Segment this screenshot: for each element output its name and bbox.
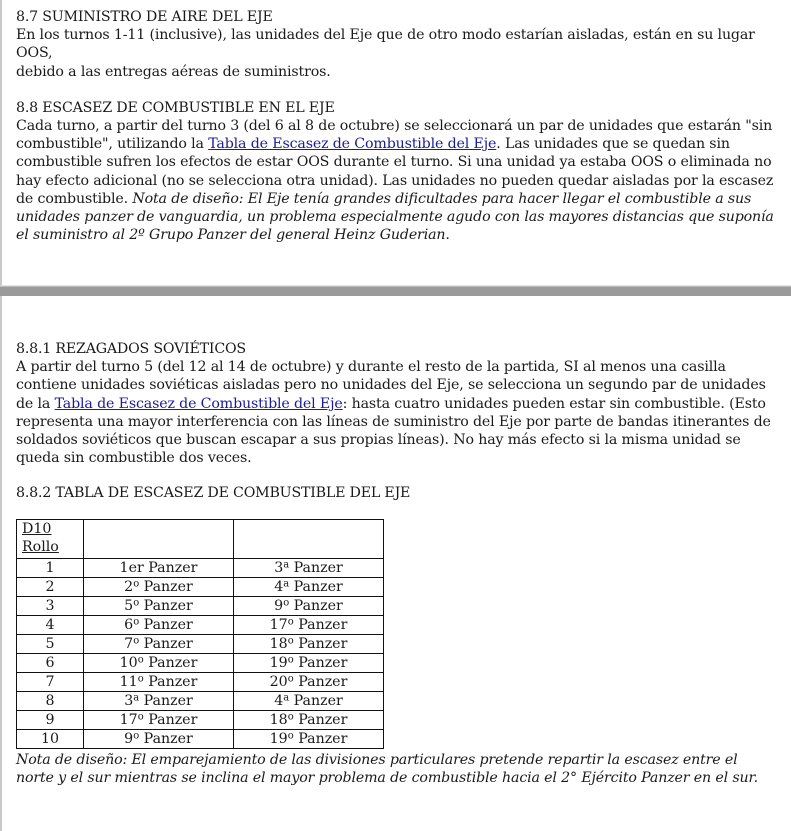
unit-b-number: 20 [269, 673, 288, 690]
unit-b-number: 3 [274, 559, 284, 576]
unit-b-name: Panzer [293, 730, 348, 747]
unit-a-number: 9 [124, 730, 134, 747]
section-8-8-body [16, 117, 787, 244]
unit-b-number: 19 [269, 730, 288, 747]
roll-cell [17, 710, 84, 729]
fuel-shortage-table-link[interactable]: Tabla de Escasez de Combustible del Eje [208, 136, 497, 153]
unit-a-name: Panzer [143, 654, 198, 671]
roll-value: 5 [45, 635, 55, 652]
section-8-8-1-body [16, 358, 787, 467]
unit-a-ordinal: a [133, 692, 140, 704]
unit-b-cell [234, 653, 384, 672]
unit-b-number: 4 [274, 578, 284, 595]
unit-b-ordinal: a [283, 578, 290, 590]
unit-a-number: 6 [124, 616, 134, 633]
roll-cell [17, 615, 84, 634]
section-8-8-text-after-link: . Las unidades que se quedan sin combustible sufren los efectos de estar OOS durante el turno. Si una unidad ya estaba OOS o eliminada no hay efecto adicional (no se selecciona otra unidad). Las unidades no pueden quedar aisladas por la escasez de combustible. [16, 136, 774, 207]
table-row [17, 634, 384, 653]
roll-value: 10 [40, 730, 60, 747]
roll-value: 7 [45, 673, 55, 690]
table-header-row [17, 519, 384, 558]
header-label-rollo: Rollo [22, 538, 59, 555]
unit-b-name: Panzer [289, 597, 343, 614]
unit-b-number: 18 [269, 635, 288, 652]
roll-cell [17, 577, 84, 596]
unit-b-name: Panzer [293, 635, 348, 652]
unit-a-number: 2 [124, 578, 134, 595]
header-cell-empty-2 [234, 519, 384, 558]
unit-a-name: Panzer [139, 730, 193, 747]
unit-a-cell [84, 653, 234, 672]
unit-a-cell [84, 577, 234, 596]
fuel-shortage-table-link-2[interactable]: Tabla de Escasez de Combustible del Eje [54, 395, 343, 412]
unit-b-cell [234, 615, 384, 634]
unit-b-cell [234, 577, 384, 596]
unit-b-number: 9 [274, 597, 284, 614]
unit-a-number: 3 [124, 692, 134, 709]
header-cell-empty-1 [84, 519, 234, 558]
unit-a-number: 11 [119, 673, 138, 690]
unit-a-cell [84, 672, 234, 691]
unit-b-name: Panzer [293, 711, 348, 728]
unit-a-ordinal: o [137, 673, 144, 685]
roll-value: 9 [45, 711, 55, 728]
unit-a-name: Panzer [139, 578, 193, 595]
section-8-7-heading: 8.7 SUMINISTRO DE AIRE DEL EJE [16, 9, 273, 25]
section-8-8-text-before-link: Cada turno, a partir del turno 3 (del 6 al 8 de octubre) se seleccionará un par de unidades que estarán "sin combustible", utilizando la [16, 118, 773, 153]
unit-a-ordinal: o [137, 654, 144, 666]
unit-b-ordinal: o [287, 616, 294, 628]
unit-b-name: Panzer [289, 578, 343, 595]
unit-a-number: 7 [124, 635, 134, 652]
table-row [17, 710, 384, 729]
document-page-1 [0, 0, 791, 286]
unit-b-name: Panzer [293, 654, 348, 671]
unit-b-cell [234, 691, 384, 710]
unit-a-name: Panzer [139, 635, 193, 652]
unit-b-cell [234, 710, 384, 729]
unit-b-name: Panzer [289, 559, 343, 576]
roll-cell [17, 634, 84, 653]
unit-a-ordinal: o [133, 635, 140, 647]
section-8-7-body-line1: En los turnos 1-11 (inclusive), las unidades del Eje que de otro modo estarían aisladas, están en su lugar OOS, [16, 27, 755, 62]
unit-b-cell [234, 596, 384, 615]
table-row [17, 615, 384, 634]
section-8-8-2-design-note: Nota de diseño: El emparejamiento de las divisiones particulares pretende repartir la escasez entre el norte y el sur mientras se inclina el mayor problema de combustible hacia el 2° Ejército Panzer en el sur. [16, 751, 758, 786]
roll-cell [17, 596, 84, 615]
unit-a-ordinal: o [133, 597, 140, 609]
unit-a-cell [84, 596, 234, 615]
unit-a-ordinal: o [133, 616, 140, 628]
unit-b-number: 17 [269, 616, 288, 633]
unit-a-name: Panzer [139, 597, 193, 614]
header-label-d10: D10 [22, 520, 52, 537]
unit-b-ordinal: a [283, 559, 290, 571]
roll-cell [17, 729, 84, 748]
section-8-8-1-text-after-link: : hasta cuatro unidades pueden estar sin combustible. (Esto representa una mayor interferencia con las líneas de suministro del Eje por parte de bandas itinerantes de soldados soviéticos que buscan escapar a sus propias líneas). No hay más efecto si la misma unidad se queda sin combustible dos veces. [16, 395, 771, 467]
unit-a-cell [84, 691, 234, 710]
unit-b-ordinal: o [283, 597, 290, 609]
unit-a-ordinal: o [137, 711, 144, 723]
unit-b-cell [234, 672, 384, 691]
roll-cell [17, 653, 84, 672]
unit-a-name: Panzer [143, 711, 198, 728]
unit-b-ordinal: o [287, 711, 294, 723]
unit-a-number: 17 [119, 711, 138, 728]
unit-a-cell [84, 710, 234, 729]
unit-a-cell [84, 634, 234, 653]
unit-a-name: Panzer [139, 692, 193, 709]
table-row [17, 596, 384, 615]
unit-a-number: 1er [119, 559, 144, 576]
section-8-8-design-note: Nota de diseño: El Eje tenía grandes dificultades para hacer llegar el combustible a sus unidades panzer de vanguardia, un problema especialmente agudo con las mayores distancias que suponía el suministro al 2º Grupo Panzer del general Heinz Guderian. [16, 190, 774, 244]
unit-b-cell [234, 634, 384, 653]
roll-cell [17, 672, 84, 691]
section-8-8-heading: 8.8 ESCASEZ DE COMBUSTIBLE EN EL EJE [16, 99, 335, 116]
roll-value: 2 [45, 578, 55, 595]
unit-a-ordinal: o [133, 730, 140, 742]
roll-value: 4 [45, 616, 55, 633]
unit-b-ordinal: o [287, 654, 294, 666]
unit-b-number: 18 [269, 711, 288, 728]
unit-b-ordinal: o [287, 635, 294, 647]
section-8-8-2-heading: 8.8.2 TABLA DE ESCASEZ DE COMBUSTIBLE DEL EJE [16, 485, 411, 502]
document-page-2 [0, 296, 791, 831]
roll-value: 3 [45, 597, 55, 614]
unit-b-number: 4 [274, 692, 284, 709]
roll-cell [17, 691, 84, 710]
unit-b-cell [234, 729, 384, 748]
roll-value: 6 [45, 654, 55, 671]
unit-b-number: 19 [269, 654, 288, 671]
table-row [17, 729, 384, 748]
unit-b-name: Panzer [293, 673, 348, 690]
unit-a-number: 10 [119, 654, 138, 671]
section-8-7-body-line2: debido a las entregas aéreas de suministros. [16, 63, 331, 80]
table-row [17, 558, 384, 577]
page-divider [0, 286, 791, 296]
unit-a-name: Panzer [139, 616, 193, 633]
unit-a-name: Panzer [143, 559, 198, 576]
table-row [17, 691, 384, 710]
roll-value: 8 [45, 692, 55, 709]
unit-a-number: 5 [124, 597, 134, 614]
unit-a-ordinal: o [133, 578, 140, 590]
unit-b-ordinal: o [287, 673, 294, 685]
fuel-shortage-table [16, 519, 384, 749]
unit-a-cell [84, 558, 234, 577]
unit-b-ordinal: o [287, 730, 294, 742]
unit-b-ordinal: a [283, 692, 290, 704]
section-8-8-1-heading: 8.8.1 REZAGADOS SOVIÉTICOS [16, 341, 246, 357]
unit-a-cell [84, 729, 234, 748]
section-8-8-1-text-before-link: A partir del turno 5 (del 12 al 14 de octubre) y durante el resto de la partida, SI al menos una casilla contiene unidades soviéticas aisladas pero no unidades del Eje, se selecciona un segundo par de unidades de la [16, 359, 766, 412]
unit-b-cell [234, 558, 384, 577]
header-cell-d10-roll [17, 519, 84, 558]
table-row [17, 672, 384, 691]
table-row [17, 577, 384, 596]
roll-value: 1 [45, 559, 55, 576]
unit-a-cell [84, 615, 234, 634]
unit-a-name: Panzer [143, 673, 198, 690]
section-8-7-body [16, 26, 787, 81]
unit-b-name: Panzer [293, 616, 348, 633]
roll-cell [17, 558, 84, 577]
table-row [17, 653, 384, 672]
unit-b-name: Panzer [289, 692, 343, 709]
